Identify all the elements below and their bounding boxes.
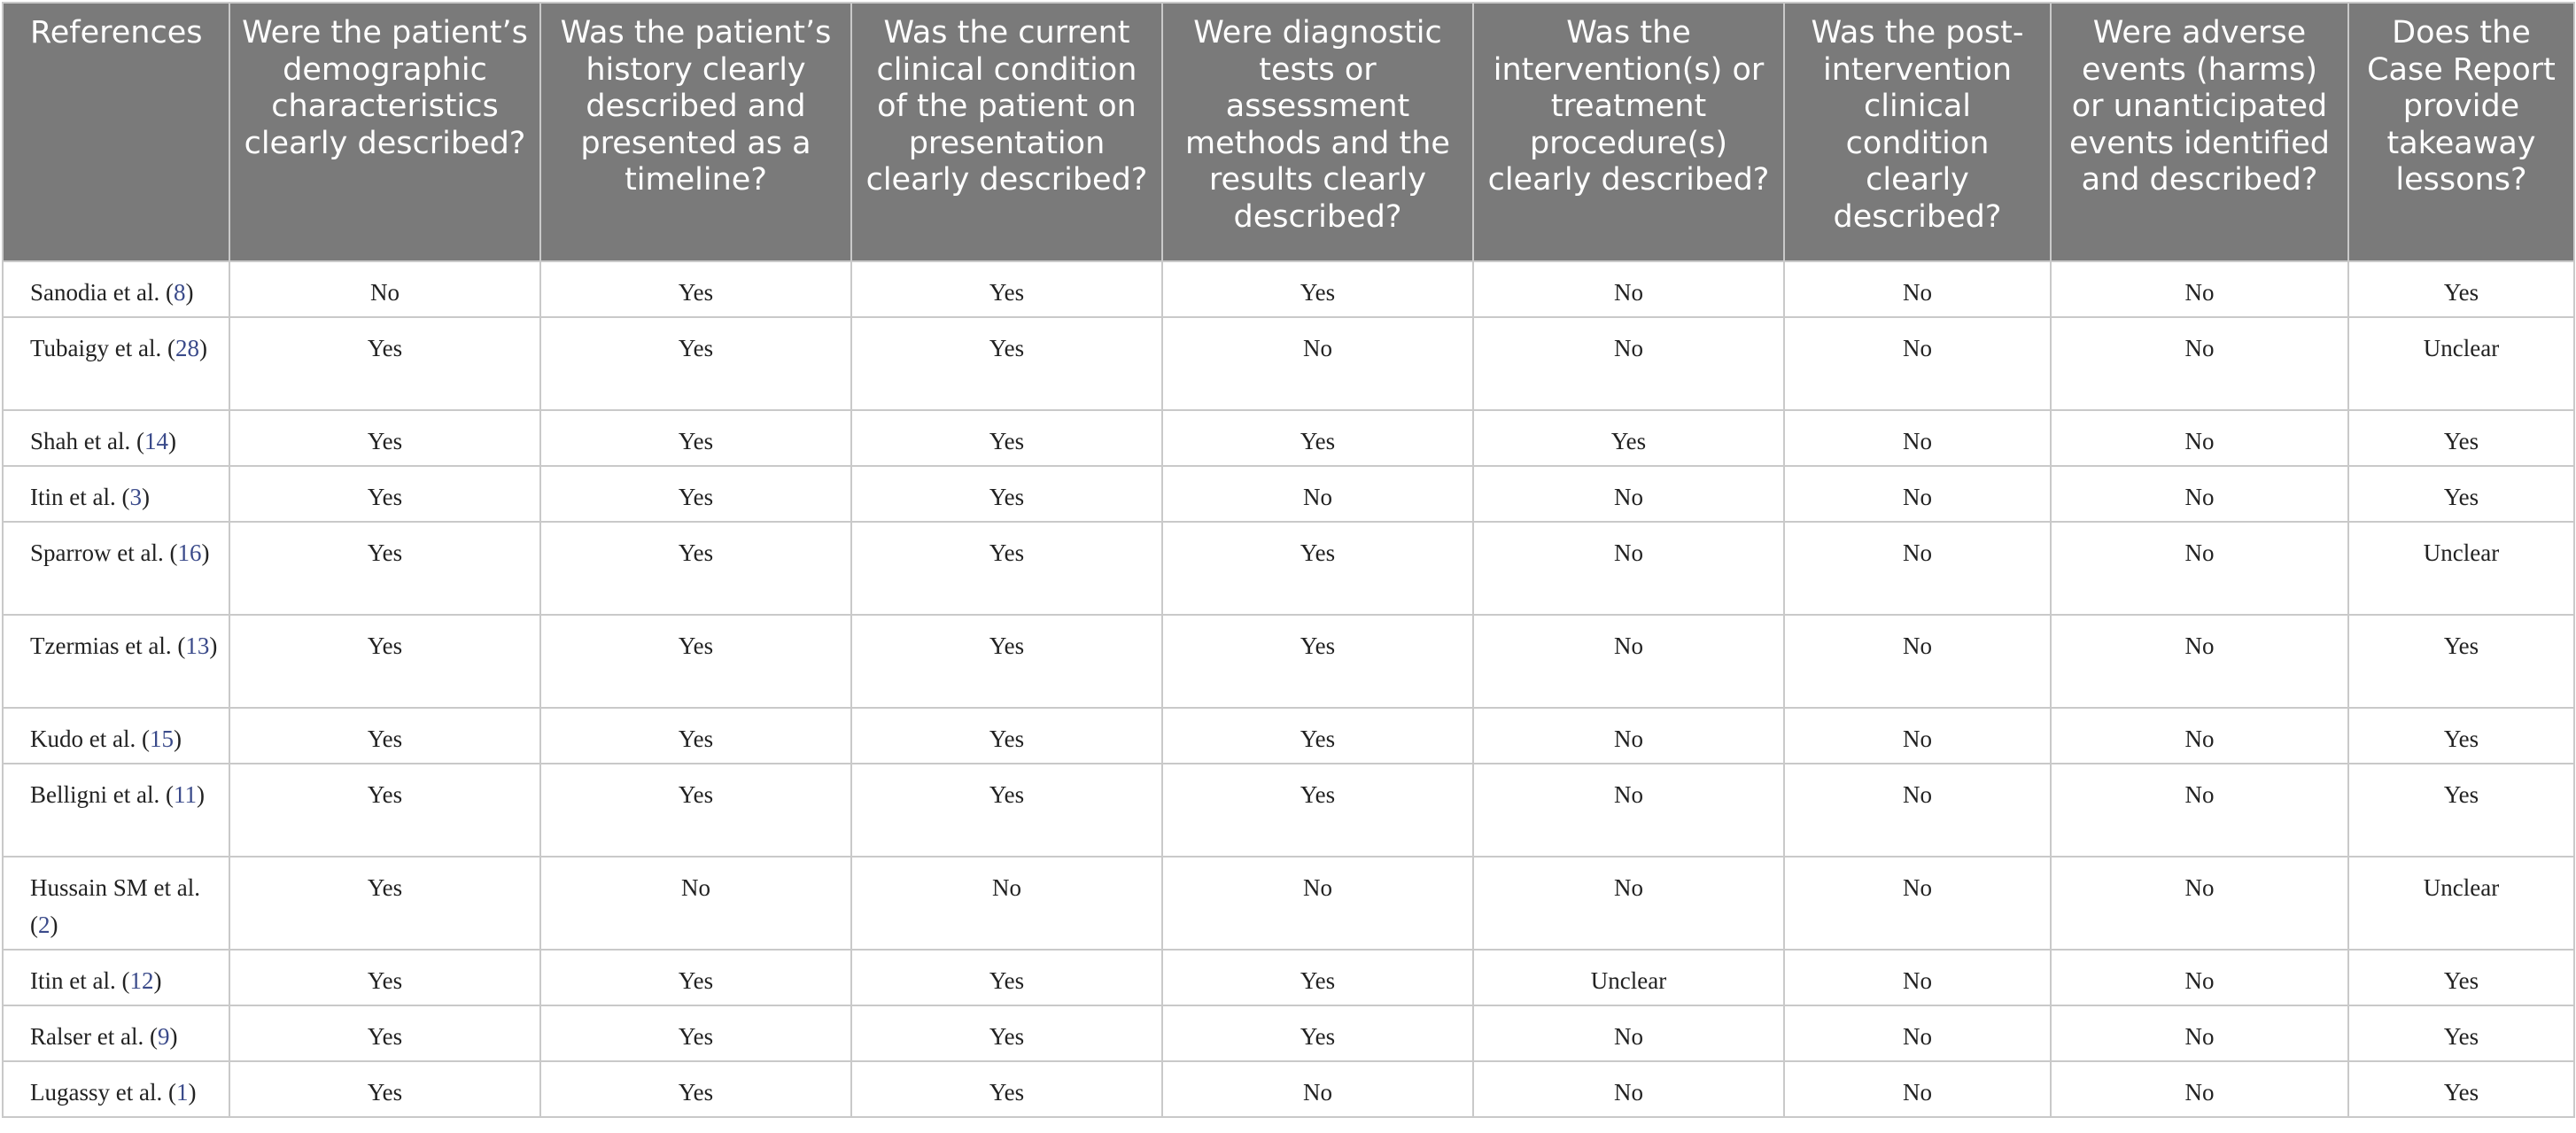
column-header-demographics: Were the patient’s demographic characteristics clearly described? xyxy=(229,3,540,261)
citation-link[interactable]: 16 xyxy=(177,539,202,566)
reference-text: Lugassy et al. ( xyxy=(30,1079,176,1106)
table-cell: No xyxy=(1473,1005,1784,1061)
table-cell: No xyxy=(1473,615,1784,708)
table-cell: Yes xyxy=(1162,522,1473,615)
reference-cell xyxy=(3,1061,229,1117)
table-cell: No xyxy=(1473,466,1784,522)
table-cell: Yes xyxy=(2348,950,2574,1005)
reference-text: Hussain SM et al. ( xyxy=(30,874,200,938)
table-cell: No xyxy=(2051,410,2348,466)
table-cell: Unclear xyxy=(2348,317,2574,410)
table-cell: No xyxy=(1784,261,2051,317)
table-cell: No xyxy=(851,857,1162,950)
table-cell: Yes xyxy=(540,950,851,1005)
table-row xyxy=(3,857,2574,950)
reference-close: ) xyxy=(167,428,176,454)
table-cell: No xyxy=(1473,764,1784,857)
table-cell: Yes xyxy=(229,410,540,466)
table-row xyxy=(3,1061,2574,1117)
table-cell: Yes xyxy=(229,522,540,615)
table-cell: Yes xyxy=(851,764,1162,857)
table-cell: Yes xyxy=(540,708,851,764)
table-cell: Yes xyxy=(2348,466,2574,522)
table-cell: No xyxy=(2051,1061,2348,1117)
table-cell: No xyxy=(1784,317,2051,410)
table-cell: Yes xyxy=(851,522,1162,615)
table-cell: Unclear xyxy=(2348,522,2574,615)
table-cell: No xyxy=(1473,317,1784,410)
table-cell: No xyxy=(1473,261,1784,317)
reference-close: ) xyxy=(199,335,207,361)
reference-text: Belligni et al. ( xyxy=(30,781,174,808)
quality-assessment-table xyxy=(2,2,2575,1118)
table-cell: No xyxy=(540,857,851,950)
table-cell: Unclear xyxy=(2348,857,2574,950)
table-cell: Yes xyxy=(1162,261,1473,317)
reference-cell xyxy=(3,615,229,708)
table-cell: No xyxy=(1473,522,1784,615)
table-cell: Yes xyxy=(851,708,1162,764)
citation-link[interactable]: 12 xyxy=(129,967,154,994)
reference-cell xyxy=(3,950,229,1005)
column-header-references: References xyxy=(3,3,229,261)
table-cell: Yes xyxy=(229,615,540,708)
table-cell: Yes xyxy=(1162,410,1473,466)
table-row xyxy=(3,261,2574,317)
reference-text: Tzermias et al. ( xyxy=(30,632,186,659)
table-cell: Yes xyxy=(229,1061,540,1117)
citation-link[interactable]: 15 xyxy=(149,726,174,752)
table-cell: No xyxy=(2051,615,2348,708)
citation-link[interactable]: 3 xyxy=(129,484,142,510)
table-cell: No xyxy=(2051,857,2348,950)
table-cell: Yes xyxy=(229,317,540,410)
table-cell: Yes xyxy=(540,261,851,317)
table-cell: Yes xyxy=(2348,1061,2574,1117)
table-cell: Yes xyxy=(2348,615,2574,708)
reference-close: ) xyxy=(50,912,58,938)
reference-text: Itin et al. ( xyxy=(30,967,130,994)
table-cell: No xyxy=(1784,857,2051,950)
table-cell: No xyxy=(1784,950,2051,1005)
reference-close: ) xyxy=(169,1023,178,1050)
reference-close: ) xyxy=(173,726,182,752)
table-cell: Yes xyxy=(851,1005,1162,1061)
reference-close: ) xyxy=(201,539,210,566)
table-cell: Yes xyxy=(1162,708,1473,764)
table-cell: Yes xyxy=(851,950,1162,1005)
column-header-post-intervention: Was the post-intervention clinical condition clearly described? xyxy=(1784,3,2051,261)
column-header-diagnostic-tests: Were diagnostic tests or assessment methods and the results clearly described? xyxy=(1162,3,1473,261)
table-cell: Yes xyxy=(2348,261,2574,317)
table-cell: No xyxy=(1473,1061,1784,1117)
table-cell: No xyxy=(1784,1061,2051,1117)
table-cell: Yes xyxy=(229,1005,540,1061)
column-header-intervention: Was the intervention(s) or treatment procedure(s) clearly described? xyxy=(1473,3,1784,261)
reference-cell xyxy=(3,857,229,950)
table-cell: No xyxy=(2051,950,2348,1005)
reference-close: ) xyxy=(185,279,194,306)
table-cell: No xyxy=(1784,708,2051,764)
table-cell: No xyxy=(1784,410,2051,466)
table-cell: No xyxy=(229,261,540,317)
table-cell: Yes xyxy=(851,615,1162,708)
table-row xyxy=(3,522,2574,615)
citation-link[interactable]: 14 xyxy=(144,428,168,454)
table-cell: No xyxy=(1784,615,2051,708)
citation-link[interactable]: 11 xyxy=(173,781,197,808)
table-cell: Yes xyxy=(540,615,851,708)
column-header-clinical-condition: Was the current clinical condition of the patient on presentation clearly described? xyxy=(851,3,1162,261)
reference-close: ) xyxy=(153,967,162,994)
table-cell: Yes xyxy=(540,764,851,857)
table-cell: Yes xyxy=(540,317,851,410)
table-cell: No xyxy=(2051,317,2348,410)
table-cell: Yes xyxy=(2348,708,2574,764)
table-cell: No xyxy=(2051,764,2348,857)
table-row xyxy=(3,708,2574,764)
table-cell: No xyxy=(1473,708,1784,764)
table-cell: No xyxy=(1162,317,1473,410)
table-cell: No xyxy=(1162,466,1473,522)
reference-cell xyxy=(3,317,229,410)
table-cell: Yes xyxy=(229,950,540,1005)
table-cell: No xyxy=(1784,1005,2051,1061)
table-cell: No xyxy=(1784,466,2051,522)
citation-link[interactable]: 8 xyxy=(173,279,186,306)
table-cell: Yes xyxy=(851,466,1162,522)
table-cell: Unclear xyxy=(1473,950,1784,1005)
table-cell: Yes xyxy=(1162,1005,1473,1061)
table-row xyxy=(3,615,2574,708)
quality-assessment-table-container xyxy=(2,2,2573,1118)
table-row xyxy=(3,764,2574,857)
table-cell: Yes xyxy=(851,261,1162,317)
citation-link[interactable]: 28 xyxy=(175,335,199,361)
table-cell: Yes xyxy=(1162,764,1473,857)
reference-text: Kudo et al. ( xyxy=(30,726,150,752)
reference-close: ) xyxy=(188,1079,197,1106)
reference-text: Sanodia et al. ( xyxy=(30,279,174,306)
reference-cell xyxy=(3,261,229,317)
table-cell: Yes xyxy=(229,466,540,522)
table-row xyxy=(3,317,2574,410)
reference-text: Ralser et al. ( xyxy=(30,1023,158,1050)
citation-link[interactable]: 9 xyxy=(157,1023,170,1050)
reference-close: ) xyxy=(209,632,218,659)
reference-text: Sparrow et al. ( xyxy=(30,539,178,566)
table-cell: No xyxy=(1784,764,2051,857)
table-cell: Yes xyxy=(540,1005,851,1061)
reference-text: Tubaigy et al. ( xyxy=(30,335,175,361)
table-cell: Yes xyxy=(2348,764,2574,857)
table-cell: No xyxy=(1473,857,1784,950)
reference-close: ) xyxy=(141,484,150,510)
table-cell: Yes xyxy=(1162,950,1473,1005)
reference-cell xyxy=(3,522,229,615)
column-header-adverse-events: Were adverse events (harms) or unanticipated events identified and described? xyxy=(2051,3,2348,261)
reference-cell xyxy=(3,708,229,764)
table-cell: Yes xyxy=(851,317,1162,410)
citation-link[interactable]: 1 xyxy=(175,1079,189,1106)
citation-link[interactable]: 2 xyxy=(38,912,50,938)
table-row xyxy=(3,1005,2574,1061)
table-cell: Yes xyxy=(851,410,1162,466)
table-cell: Yes xyxy=(2348,1005,2574,1061)
table-cell: No xyxy=(1162,1061,1473,1117)
table-row xyxy=(3,410,2574,466)
table-cell: No xyxy=(1784,522,2051,615)
table-cell: Yes xyxy=(1473,410,1784,466)
reference-cell xyxy=(3,1005,229,1061)
column-header-takeaway-lessons: Does the Case Report provide takeaway lessons? xyxy=(2348,3,2574,261)
table-cell: Yes xyxy=(851,1061,1162,1117)
table-cell: Yes xyxy=(229,708,540,764)
reference-close: ) xyxy=(196,781,205,808)
table-cell: No xyxy=(2051,522,2348,615)
reference-cell xyxy=(3,764,229,857)
table-cell: Yes xyxy=(540,410,851,466)
reference-text: Shah et al. ( xyxy=(30,428,144,454)
table-cell: No xyxy=(2051,1005,2348,1061)
table-cell: Yes xyxy=(2348,410,2574,466)
table-cell: Yes xyxy=(540,522,851,615)
table-cell: Yes xyxy=(229,857,540,950)
table-cell: No xyxy=(1162,857,1473,950)
table-row xyxy=(3,466,2574,522)
table-cell: Yes xyxy=(229,764,540,857)
table-cell: Yes xyxy=(540,1061,851,1117)
table-row xyxy=(3,950,2574,1005)
table-cell: No xyxy=(2051,466,2348,522)
table-cell: No xyxy=(2051,708,2348,764)
reference-cell xyxy=(3,466,229,522)
reference-cell xyxy=(3,410,229,466)
column-header-history: Was the patient’s history clearly described and presented as a timeline? xyxy=(540,3,851,261)
table-cell: No xyxy=(2051,261,2348,317)
header-row xyxy=(3,3,2574,261)
citation-link[interactable]: 13 xyxy=(185,632,210,659)
table-cell: Yes xyxy=(540,466,851,522)
reference-text: Itin et al. ( xyxy=(30,484,130,510)
table-cell: Yes xyxy=(1162,615,1473,708)
